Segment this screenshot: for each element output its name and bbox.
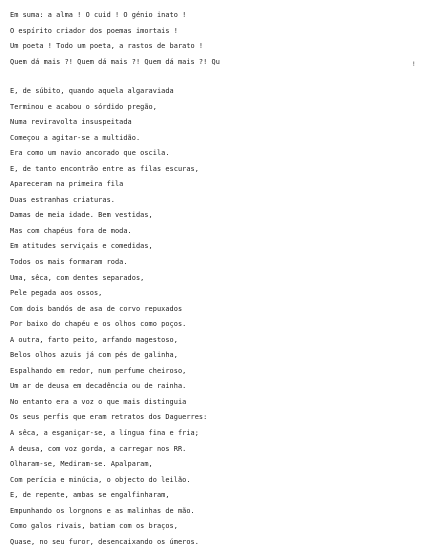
poem-line: Em atitudes serviçais e comedidas,: [10, 242, 153, 251]
poem-line: Terminou e acabou o sórdido pregão,: [10, 102, 157, 111]
poem-line: Era como um navio ancorado que oscila.: [10, 149, 170, 158]
poem-line: Quem dá mais ?! Quem dá mais ?! Quem dá mais ?! Qu: [10, 57, 220, 66]
poem-line: E, de repente, ambas se engalfinharam,: [10, 491, 170, 500]
poem-line: Começou a agitar-se a multidão.: [10, 133, 141, 142]
stray-typed-mark: !: [412, 61, 416, 68]
poem-line: Com dois bandós de asa de corvo repuxados: [10, 304, 183, 313]
auction-stanza: [10, 84, 207, 550]
poem-line: A deusa, com voz gorda, a carregar nos RR.: [10, 444, 187, 453]
poem-line: No entanto era a voz o que mais distinguia: [10, 397, 187, 406]
poem-line: Os seus perfis que eram retratos dos Daguerres:: [10, 413, 208, 422]
poem-line: Numa reviravolta insuspeitada: [10, 118, 132, 127]
poem-line: Belos olhos azuis já com pés de galinha,: [10, 351, 178, 360]
poem-line: Um poeta ! Todo um poeta, a rastos de barato !: [10, 42, 204, 51]
poem-line: Pele pegada aos ossos,: [10, 289, 103, 298]
poem-line: Espalhando em redor, num perfume cheiroso,: [10, 366, 187, 375]
poem-line: Todos os mais formaram roda.: [10, 258, 128, 267]
poem-line: Um ar de deusa em decadência ou de rainha.: [10, 382, 187, 391]
poem-line: Damas de meia idade. Bem vestidas,: [10, 211, 153, 220]
poem-line: A outra, farto peito, arfando magestoso,: [10, 335, 178, 344]
poem-line: Quase, no seu furor, desencaixando os úmeros.: [10, 537, 199, 546]
opening-stanza: [10, 8, 220, 70]
poem-line: Apareceram na primeira fila: [10, 180, 124, 189]
poem-line: Com perícia e minúcia, o objecto do leilão.: [10, 475, 191, 484]
poem-line: Olharam-se, Mediram-se. Apalparam,: [10, 460, 153, 469]
poem-line: E, de súbito, quando aquela algaraviada: [10, 87, 174, 95]
poem-line: E, de tanto encontrão entre as filas escuras,: [10, 164, 199, 173]
poem-line: Duas estranhas criaturas.: [10, 195, 115, 204]
poem-line: Por baixo do chapéu e os olhos como poços.: [10, 320, 187, 329]
poem-line: O espírito criador dos poemas imortais !: [10, 26, 178, 35]
poem-line: A sêca, a esganiçar-se, a língua fina e fria;: [10, 429, 199, 438]
poem-line: Como galos rivais, batiam com os braços,: [10, 522, 178, 531]
poem-line: Empunhando os lorgnons e as malinhas de mão.: [10, 506, 195, 515]
poem-line: Mas com chapéus fora de moda.: [10, 226, 132, 235]
poem-line: Em suma: a alma ! O cuid ! O génio inato !: [10, 11, 187, 19]
poem-line: Uma, sêca, com dentes separados,: [10, 273, 145, 282]
